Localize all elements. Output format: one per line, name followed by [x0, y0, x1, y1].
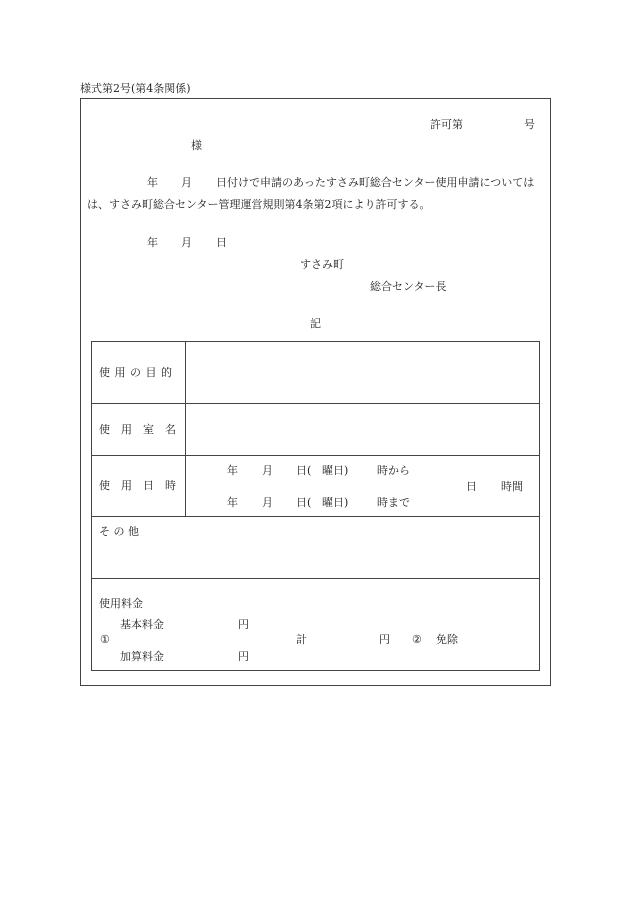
start-weekday: 曜日)	[322, 464, 349, 477]
permit-number-suffix: 号	[524, 118, 535, 131]
exempt-label: 免除	[436, 633, 458, 646]
row-divider	[92, 578, 539, 579]
end-weekday: 曜日)	[322, 496, 349, 509]
fee-option1-mark: ①	[100, 633, 110, 646]
ki-heading: 記	[310, 317, 321, 330]
issuer-town: すさみ町	[300, 258, 344, 271]
column-divider	[185, 342, 186, 516]
fee-option2-mark: ②	[412, 633, 422, 646]
body-month: 月	[181, 176, 192, 189]
duration-hours: 時間	[501, 480, 523, 493]
other-label: そ の 他	[99, 525, 139, 538]
end-day: 日(	[296, 496, 312, 509]
start-month: 月	[262, 464, 273, 477]
addressee-suffix: 様	[191, 139, 202, 152]
permit-number-prefix: 許可第	[430, 118, 463, 131]
datetime-label: 使 用 日 時	[99, 479, 176, 492]
body-year: 年	[147, 176, 158, 189]
issuer-title: 総合センター長	[370, 280, 447, 293]
end-time: 時まで	[377, 496, 410, 509]
basic-fee-unit: 円	[238, 618, 249, 631]
issue-date-year: 年	[147, 236, 158, 249]
start-day: 日(	[296, 464, 312, 477]
fee-label: 使用料金	[99, 597, 143, 610]
row-divider	[92, 516, 539, 517]
body-line1: 日付けで申請のあったすさみ町総合センター使用申請については	[216, 176, 535, 189]
end-month: 月	[262, 496, 273, 509]
total-fee-label: 計	[296, 633, 307, 646]
detail-table	[91, 341, 540, 671]
extra-fee-label: 加算料金	[120, 650, 164, 663]
issue-date-month: 月	[181, 236, 192, 249]
start-year: 年	[227, 464, 238, 477]
extra-fee-unit: 円	[238, 650, 249, 663]
row-divider	[92, 455, 539, 456]
end-year: 年	[227, 496, 238, 509]
basic-fee-label: 基本料金	[120, 618, 164, 631]
room-label: 使 用 室 名	[99, 423, 176, 436]
row-divider	[92, 403, 539, 404]
start-time: 時から	[377, 464, 410, 477]
body-line2: は、すさみ町総合センター管理運営規則第4条第2項により許可する。	[87, 198, 431, 211]
purpose-label: 使 用 の 目 的	[99, 366, 173, 379]
form-number: 様式第2号(第4条関係)	[80, 82, 191, 95]
total-fee-unit: 円	[379, 633, 390, 646]
duration-day: 日	[466, 480, 477, 493]
issue-date-day: 日	[216, 236, 227, 249]
